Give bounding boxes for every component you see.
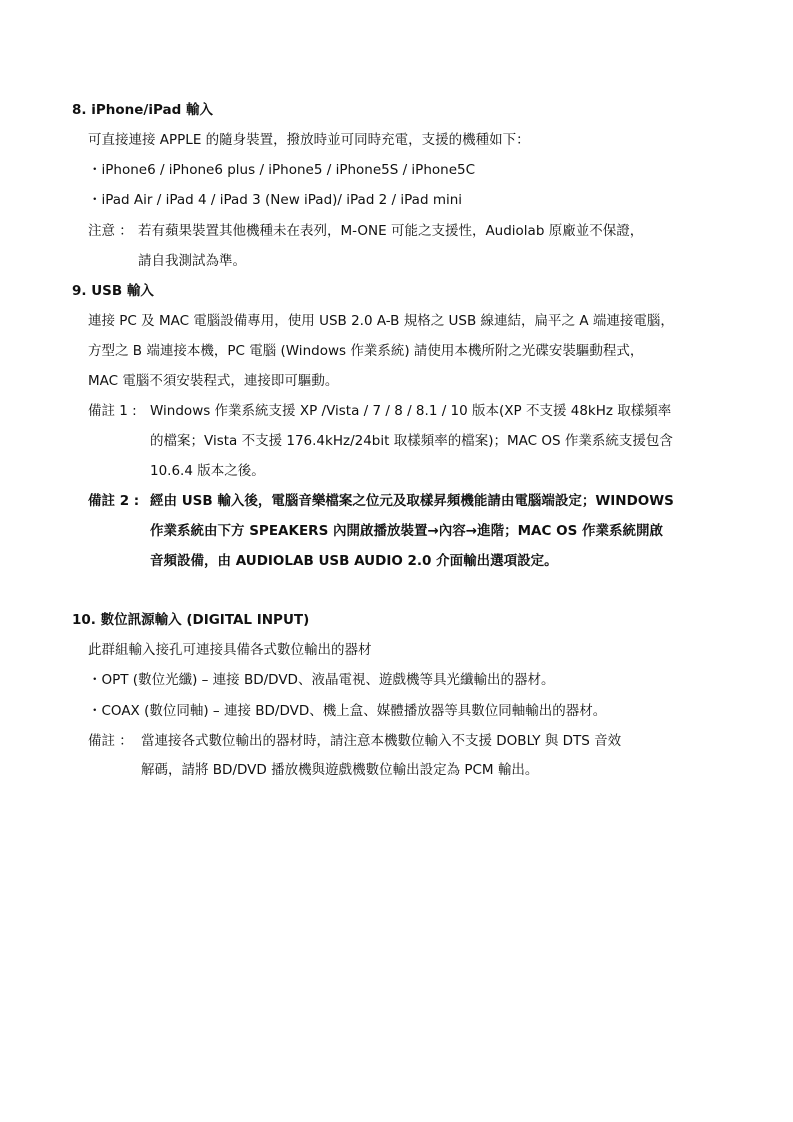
section-9-note1-line-1: Windows 作業系統支援 XP /Vista / 7 / 8 / 8.1 / 10 版本(XP 不支援 48kHz 取樣頻率	[150, 403, 672, 419]
section-9-note2-line-2: 作業系統由下方 SPEAKERS 內開啟播放裝置→內容→進階；MAC OS 作業系統開啟	[150, 523, 663, 539]
section-10-coax-item: ・COAX (數位同軸) – 連接 BD/DVD、機上盒、媒體播放器等具數位同軸輸出的器材。	[88, 703, 607, 719]
section-10-intro: 此群組輸入接孔可連接具備各式數位輸出的器材	[88, 642, 372, 658]
section-9-heading: 9. USB 輸入	[72, 283, 154, 299]
section-9-note2-line-1: 經由 USB 輸入後，電腦音樂檔案之位元及取樣昇頻機能請由電腦端設定；WINDOWS	[150, 493, 674, 509]
section-9-body-line-2: 方型之 B 端連接本機，PC 電腦 (Windows 作業系統) 請使用本機所附之光碟安裝驅動程式，	[88, 343, 644, 359]
section-8-heading: 8. iPhone/iPad 輸入	[72, 102, 213, 118]
section-9-note2-label: 備註 2 :	[88, 493, 140, 509]
section-8-ipad-models: ・iPad Air / iPad 4 / iPad 3 (New iPad)/ iPad 2 / iPad mini	[88, 192, 463, 208]
section-10-note-line-1: 當連接各式數位輸出的器材時，請注意本機數位輸入不支援 DOBLY 與 DTS 音效	[141, 733, 622, 749]
section-8-intro: 可直接連接 APPLE 的隨身裝置，撥放時並可同時充電，支援的機種如下：	[88, 132, 530, 148]
section-10-opt-item: ・OPT (數位光纖) – 連接 BD/DVD、液晶電視、遊戲機等具光纖輸出的器材。	[88, 672, 555, 688]
section-9-body-line-1: 連接 PC 及 MAC 電腦設備專用，使用 USB 2.0 A-B 規格之 USB 線連結，扁平之 A 端連接電腦，	[88, 313, 674, 329]
section-8-iphone-models: ・iPhone6 / iPhone6 plus / iPhone5 / iPhone5S / iPhone5C	[88, 162, 476, 178]
section-10-heading: 10. 數位訊源輸入 (DIGITAL INPUT)	[72, 612, 310, 628]
section-8-note-label: 注意 ：	[88, 223, 133, 239]
section-9-note2-line-3: 音頻設備，由 AUDIOLAB USB AUDIO 2.0 介面輸出選項設定。	[150, 553, 558, 569]
section-10-note-label: 備註 ：	[88, 733, 133, 749]
section-8-note-line-1: 若有蘋果裝置其他機種未在表列，M-ONE 可能之支援性，Audiolab 原廠並不保證，	[138, 223, 644, 239]
section-9-note1-line-2: 的檔案；Vista 不支援 176.4kHz/24bit 取樣頻率的檔案)；MAC OS 作業系統支援包含	[150, 433, 673, 449]
section-9-note1-line-3: 10.6.4 版本之後。	[150, 463, 265, 479]
section-9-note1-label: 備註 1 :	[88, 403, 137, 419]
section-10-note-line-2: 解碼，請將 BD/DVD 播放機與遊戲機數位輸出設定為 PCM 輸出。	[141, 762, 539, 778]
section-8-note-line-2: 請自我測試為準。	[138, 253, 246, 269]
section-9-body-line-3: MAC 電腦不須安裝程式，連接即可驅動。	[88, 373, 339, 389]
